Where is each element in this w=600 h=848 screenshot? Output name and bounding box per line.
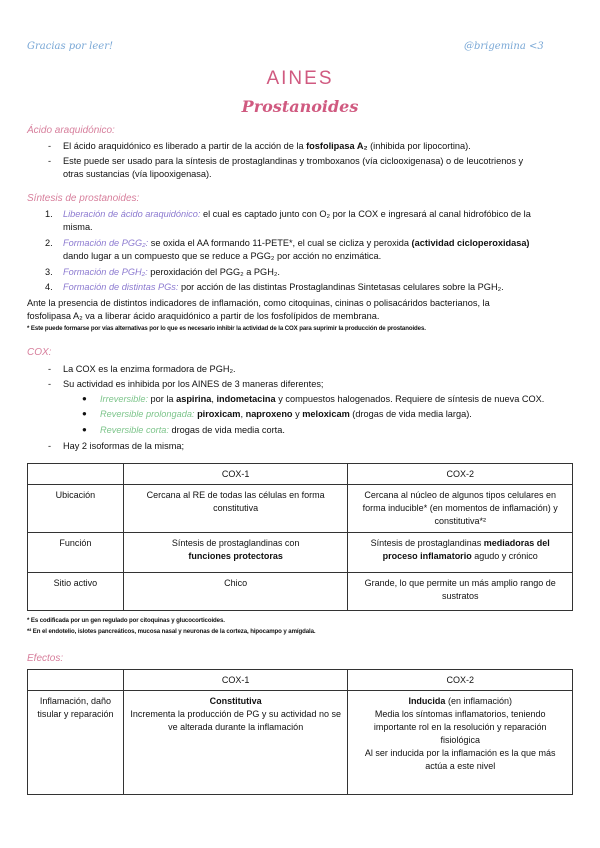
page-subtitle: Prostanoides [241, 97, 359, 116]
dash: - [48, 156, 52, 166]
table-cell: Cercana al RE de todas las células en forma constitutiva [123, 485, 348, 533]
table-cell: Inflamación, daño tisular y reparación [28, 691, 124, 795]
table-header: COX-2 [348, 464, 573, 485]
table-header: COX-2 [348, 670, 573, 691]
cox-bullet-1: Irreversible: por la aspirina, indometacina y compuestos halogenados. Requiere de síntesis de nueva COX. [100, 394, 545, 404]
table-cell: Grande, lo que permite un más amplio rango de sustratos [348, 573, 573, 611]
table-cell: Constitutiva Incrementa la producción de PG y su actividad no se ve alterada durante la inflamación [123, 691, 348, 795]
table-header-row [28, 464, 573, 485]
dash: - [48, 441, 52, 451]
cox-bullet-3: Reversible corta: drogas de vida media corta. [100, 425, 285, 435]
section-heading-efectos: Efectos: [27, 653, 64, 664]
table-cell: Inducida (en inflamación) Media los síntomas inflamatorios, teniendo importante rol en la resolución y reparación fisiológica Al ser inducida por la inflamación es la que más actúa a este nivel [348, 691, 573, 795]
table-cell: Ubicación [28, 485, 124, 533]
table-header: COX-1 [123, 670, 348, 691]
step-number: 3. [45, 267, 53, 277]
table-cell: Chico [123, 573, 348, 611]
sintesis-footnote: * Este puede formarse por vías alternativas por lo que es necesario inhibir la actividad de la COX para suprimir la producción de prostanoides. [27, 325, 426, 332]
table-cell: Función [28, 533, 124, 573]
step-1: Liberación de ácido araquidónico: el cual es captado junto con O₂ por la COX e ingresará al canal hidrofóbico de la misma. [63, 209, 531, 233]
table-row [28, 533, 573, 573]
table-cell: Síntesis de prostaglandinas con funciones protectoras [123, 533, 348, 573]
header-left: Gracias por leer! [27, 41, 114, 52]
dash: - [48, 364, 52, 374]
step-2: Formación de PGG₂: se oxida el AA formando 11-PETE*, el cual se cicliza y peroxida (actividad cicloperoxidasa) dando lugar a un compuesto que se reduce a PGG₂ por acción no enzimática. [63, 238, 530, 262]
table-cell: Cercana al núcleo de algunos tipos celulares en forma inducible* (en momentos de inflamación) y constitutiva*² [348, 485, 573, 533]
section-heading-sintesis: Síntesis de prostanoides: [27, 193, 140, 204]
efectos-table [27, 669, 573, 795]
table-row [28, 573, 573, 611]
cox-comparison-table [27, 463, 573, 611]
table-cell: Síntesis de prostaglandinas mediadoras del proceso inflamatorio agudo y crónico [348, 533, 573, 573]
step-number: 1. [45, 209, 53, 219]
cox-item-3: Hay 2 isoformas de la misma; [63, 441, 185, 451]
acido-item-2: Este puede ser usado para la síntesis de prostaglandinas y tromboxanos (vía ciclooxigenasa) o de leucotrienos y otras sustancias (vía lipooxigenasa). [63, 156, 524, 180]
step-number: 2. [45, 238, 53, 248]
bullet-icon: ● [82, 409, 87, 418]
table-header [28, 464, 124, 485]
cox-item-2: Su actividad es inhibida por los AINES de 3 maneras diferentes; [63, 379, 324, 389]
step-number: 4. [45, 282, 53, 292]
step-4: Formación de distintas PGs: por acción de las distintas Prostaglandinas Sintetasas celulares sobre la PGH₂. [63, 282, 504, 292]
table-cell: Sitio activo [28, 573, 124, 611]
sintesis-paragraph: Ante la presencia de distintos indicadores de inflamación, como citoquinas, cininas o polisacáridos bacterianos, la fosfolipasa A₂ va a liberar ácido araquidónico a partir de los fosfolípidos de membrana. [27, 298, 490, 322]
step-3: Formación de PGH₂: peroxidación del PGG₂ a PGH₂. [63, 267, 280, 277]
table-header: COX-1 [123, 464, 348, 485]
bullet-icon: ● [82, 425, 87, 434]
page-title: AINES [266, 68, 334, 89]
cox-bullet-2: Reversible prolongada: piroxicam, naproxeno y meloxicam (drogas de vida media larga). [100, 409, 472, 419]
cox-item-1: La COX es la enzima formadora de PGH₂. [63, 364, 236, 374]
acido-item-1: El ácido araquidónico es liberado a partir de la acción de la fosfolipasa A₂ (inhibida por lipocortina). [63, 141, 471, 151]
table-footnote-2: *² En el endotelio, islotes pancreáticos, mucosa nasal y neuronas de la corteza, hipocampo y amígdala. [27, 628, 316, 635]
table-footnote-1: * Es codificada por un gen regulado por citoquinas y glucocorticoides. [27, 617, 225, 624]
bullet-icon: ● [82, 394, 87, 403]
dash: - [48, 379, 52, 389]
section-heading-acido: Ácido araquidónico: [27, 125, 115, 136]
table-row [28, 485, 573, 533]
table-header-row [28, 670, 573, 691]
dash: - [48, 141, 52, 151]
table-row [28, 691, 573, 795]
table-header [28, 670, 124, 691]
section-heading-cox: COX: [27, 347, 52, 358]
header-right: @brigemina <3 [464, 41, 544, 52]
